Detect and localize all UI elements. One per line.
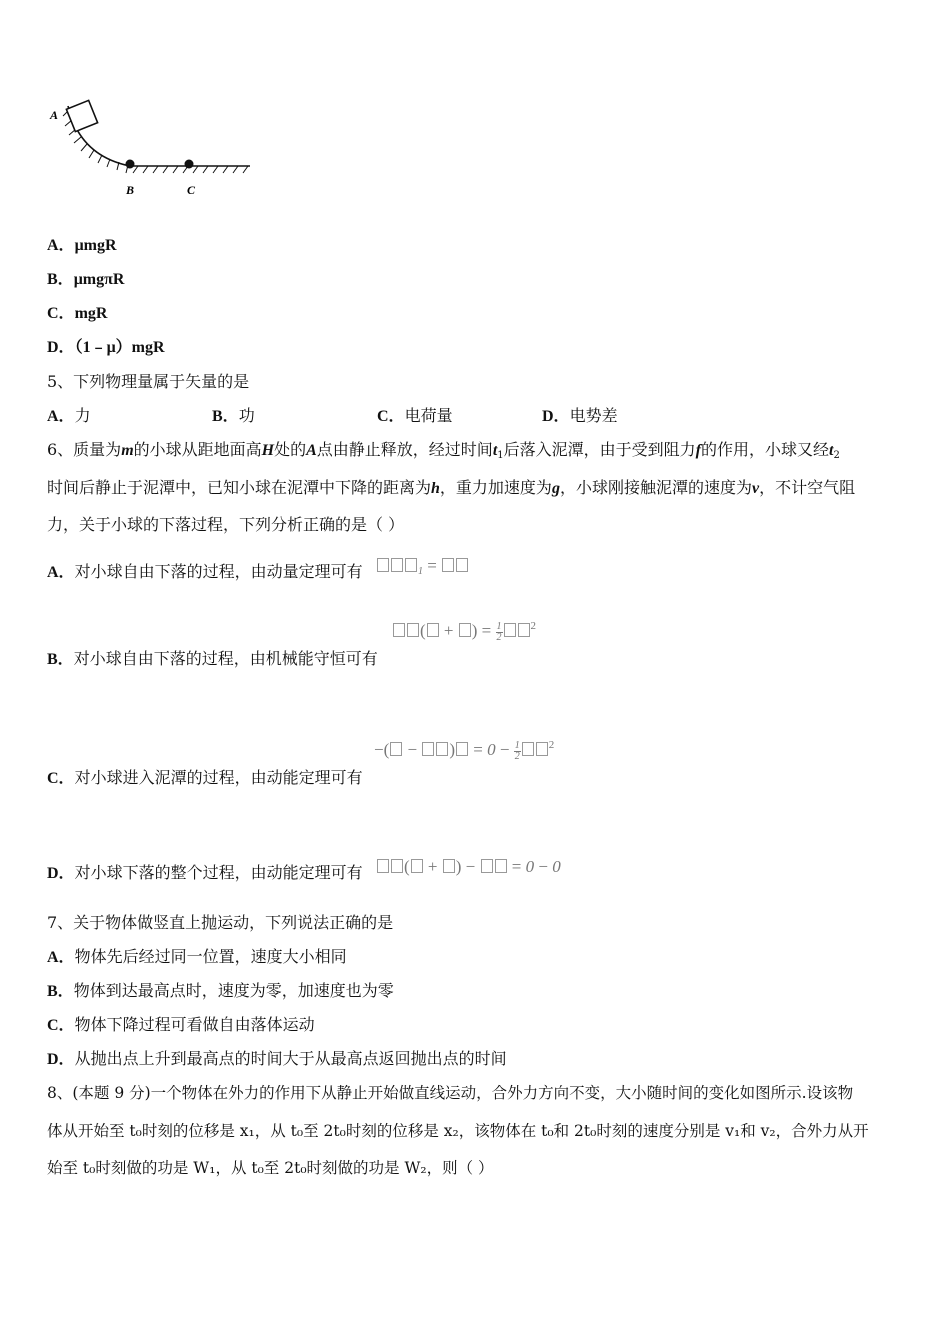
q6-option-d[interactable]: D．对小球下落的整个过程，由动能定理可有 <box>47 863 363 882</box>
q7-option-d[interactable]: D．从抛出点上升到最高点的时间大于从最高点返回抛出点的时间 <box>47 1049 507 1068</box>
q6-formula-c: −( − ) = 0 − $\frac{1}{2}$ $^2$ <box>374 739 555 762</box>
q8-stem-line-3: 始至 t₀时刻做的功是 W₁，从 t₀至 2t₀时刻做的功是 W₂，则（ ） <box>47 1159 494 1177</box>
label-a: A <box>50 108 59 122</box>
q7-option-a[interactable]: A．物体先后经过同一位置，速度大小相同 <box>47 947 347 966</box>
q5-option-c[interactable]: C．电荷量 <box>377 406 453 425</box>
q6-formula-d: ( + ) − = 0 − 0 <box>376 857 561 877</box>
q7-option-b[interactable]: B．物体到达最高点时，速度为零，加速度也为零 <box>47 981 394 1000</box>
q8-stem-line-2: 体从开始至 t₀时刻的位移是 x₁，从 t₀至 2t₀时刻的位移是 x₂，该物体在 t₀和 2t₀时刻的速度分别是 v₁和 v₂，合外力从开 <box>47 1122 869 1140</box>
point-b-dot <box>126 160 135 169</box>
q4-option-b[interactable]: B．μmgπR <box>47 271 125 288</box>
q5-stem: 5、下列物理量属于矢量的是 <box>47 372 250 391</box>
q6-option-a[interactable]: A．对小球自由下落的过程，由动量定理可有 <box>47 562 363 581</box>
q6-formula-b: ( + ) = $\frac{1}{2}$ $^2$ <box>392 620 536 643</box>
q5-option-b[interactable]: B．功 <box>212 406 255 425</box>
label-c: C <box>187 183 196 197</box>
point-c-dot <box>185 160 194 169</box>
q5-option-d[interactable]: D．电势差 <box>542 406 618 425</box>
q6-option-c[interactable]: C．对小球进入泥潭的过程，由动能定理可有 <box>47 768 363 787</box>
q6-stem-line-3: 力，关于小球的下落过程，下列分析正确的是（ ） <box>47 515 405 534</box>
q4-option-d[interactable]: D．（1﹣μ）mgR <box>47 339 165 356</box>
incline-track-figure <box>44 96 256 200</box>
q6-option-b[interactable]: B．对小球自由下落的过程，由机械能守恒可有 <box>47 649 378 668</box>
q6-stem-line-2: 时间后静止于泥潭中，已知小球在泥潭中下降的距离为h，重力加速度为g，小球刚接触泥潭的速度为v，不计空气阻 <box>47 478 856 497</box>
q4-option-a[interactable]: A．μmgR <box>47 237 117 254</box>
q6-stem-line-1: 6、质量为m的小球从距地面高H处的A点由静止释放，经过时间$t_1$后落入泥潭，由于受到阻力f的作用，小球又经$t_2$ <box>47 440 840 461</box>
q8-stem-line-1: 8、(本题 9 分)一个物体在外力的作用下从静止开始做直线运动，合外力方向不变，大小随时间的变化如图所示.设该物 <box>47 1084 854 1102</box>
block <box>66 100 97 131</box>
q4-option-c[interactable]: C．mgR <box>47 305 108 322</box>
label-b: B <box>126 183 135 197</box>
q5-option-a[interactable]: A．力 <box>47 406 91 425</box>
q7-stem: 7、关于物体做竖直上抛运动，下列说法正确的是 <box>47 913 394 932</box>
q6-formula-a: $_1$ = <box>376 556 469 577</box>
q7-option-c[interactable]: C．物体下降过程可看做自由落体运动 <box>47 1015 315 1034</box>
